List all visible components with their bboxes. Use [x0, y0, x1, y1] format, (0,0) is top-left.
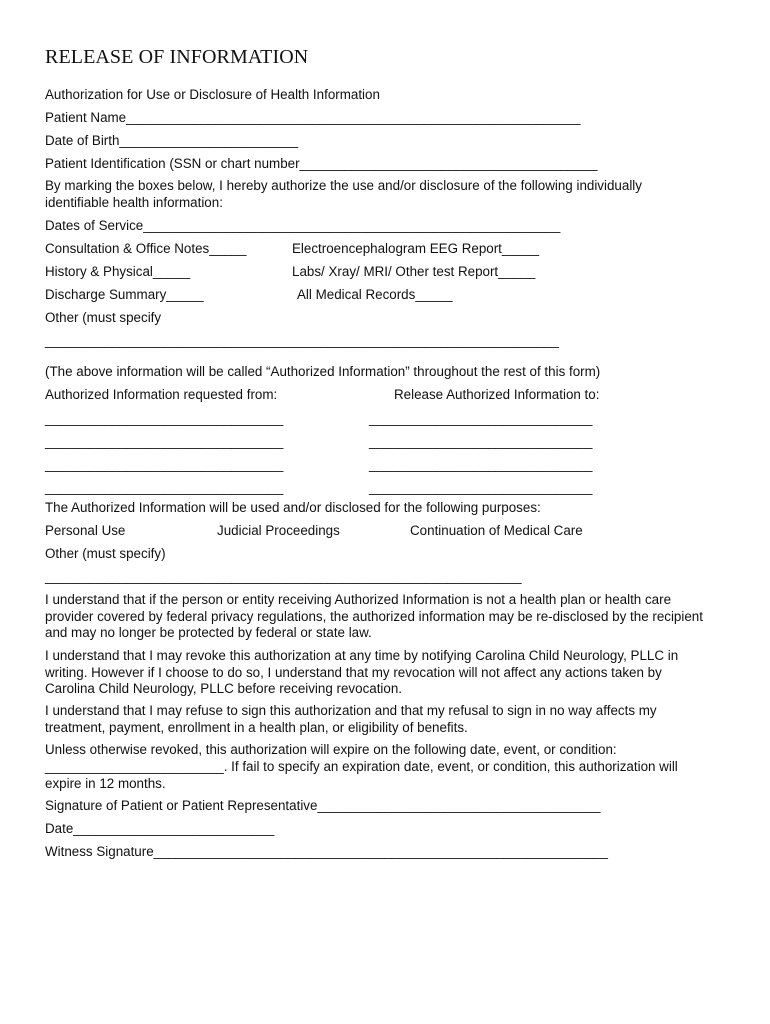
requested-from-line[interactable]: ________________________________	[45, 411, 284, 426]
date-of-birth-field[interactable]: Date of Birth________________________	[45, 133, 299, 148]
witness-signature-field[interactable]: Witness Signature_____________________________________________________________	[45, 844, 608, 859]
requested-from-label: Authorized Information requested from:	[45, 387, 278, 402]
expiration-field[interactable]: ________________________. If fail to specify an expiration date, event, or condition, this authorization will	[45, 759, 678, 774]
all-medical-records-option[interactable]: All Medical Records_____	[297, 287, 453, 302]
other-records-line[interactable]: _____________________________________________________________________	[45, 333, 559, 348]
page-title: RELEASE OF INFORMATION	[45, 46, 309, 68]
release-to-label: Release Authorized Information to:	[394, 387, 600, 402]
refusal-paragraph: I understand that I may refuse to sign this authorization and that my refusal to sign in no way affects my treatment, payment, enrollment in a health plan, or eligibility of benefits.	[45, 703, 657, 735]
intro-text: By marking the boxes below, I hereby authorize the use and/or disclosure of the following individually identifiable health information:	[45, 178, 642, 210]
subtitle: Authorization for Use or Disclosure of Health Information	[45, 87, 380, 102]
requested-from-line[interactable]: ________________________________	[45, 457, 284, 472]
patient-name-field[interactable]: Patient Name_____________________________________________________________	[45, 110, 581, 125]
revocation-paragraph: I understand that I may revoke this authorization at any time by notifying Carolina Child Neurology, PLLC in writing. However if I choose to do so, I understand that my revocation will not affect any actions taken by Carolina Child Neurology, PLLC before receiving revocation.	[45, 648, 679, 696]
eeg-report-option[interactable]: Electroencephalogram EEG Report_____	[292, 241, 540, 256]
redisclosure-paragraph: I understand that if the person or entity receiving Authorized Information is not a health plan or health care provider covered by federal privacy regulations, the authorized information may be re-disclosed by the recipient and may no longer be protected by federal or state law.	[45, 592, 703, 640]
release-to-line[interactable]: ______________________________	[369, 480, 593, 495]
labs-xray-option[interactable]: Labs/ Xray/ MRI/ Other test Report_____	[292, 264, 536, 279]
requested-from-line[interactable]: ________________________________	[45, 480, 284, 495]
continuation-of-care-option[interactable]: Continuation of Medical Care	[410, 523, 583, 538]
release-to-line[interactable]: ______________________________	[369, 434, 593, 449]
expiration-text-end: expire in 12 months.	[45, 776, 166, 791]
personal-use-option[interactable]: Personal Use	[45, 523, 126, 538]
date-field[interactable]: Date___________________________	[45, 821, 275, 836]
other-records-label: Other (must specify	[45, 310, 162, 325]
purposes-label: The Authorized Information will be used and/or disclosed for the following purposes:	[45, 500, 541, 515]
release-to-line[interactable]: ______________________________	[369, 411, 593, 426]
patient-signature-field[interactable]: Signature of Patient or Patient Representative______________________________________	[45, 798, 601, 813]
discharge-summary-option[interactable]: Discharge Summary_____	[45, 287, 204, 302]
patient-id-field[interactable]: Patient Identification (SSN or chart number________________________________________	[45, 156, 598, 171]
authorized-information-note: (The above information will be called “Authorized Information” throughout the rest of this form)	[45, 364, 601, 379]
release-to-line[interactable]: ______________________________	[369, 457, 593, 472]
dates-of-service-field[interactable]: Dates of Service________________________________________________________	[45, 218, 561, 233]
requested-from-line[interactable]: ________________________________	[45, 434, 284, 449]
history-physical-option[interactable]: History & Physical_____	[45, 264, 191, 279]
other-purpose-label: Other (must specify)	[45, 546, 166, 561]
judicial-proceedings-option[interactable]: Judicial Proceedings	[217, 523, 340, 538]
expiration-text: Unless otherwise revoked, this authorization will expire on the following date, event, or condition:	[45, 742, 617, 757]
consultation-notes-option[interactable]: Consultation & Office Notes_____	[45, 241, 247, 256]
other-purpose-line[interactable]: ________________________________________________________________	[45, 569, 522, 584]
